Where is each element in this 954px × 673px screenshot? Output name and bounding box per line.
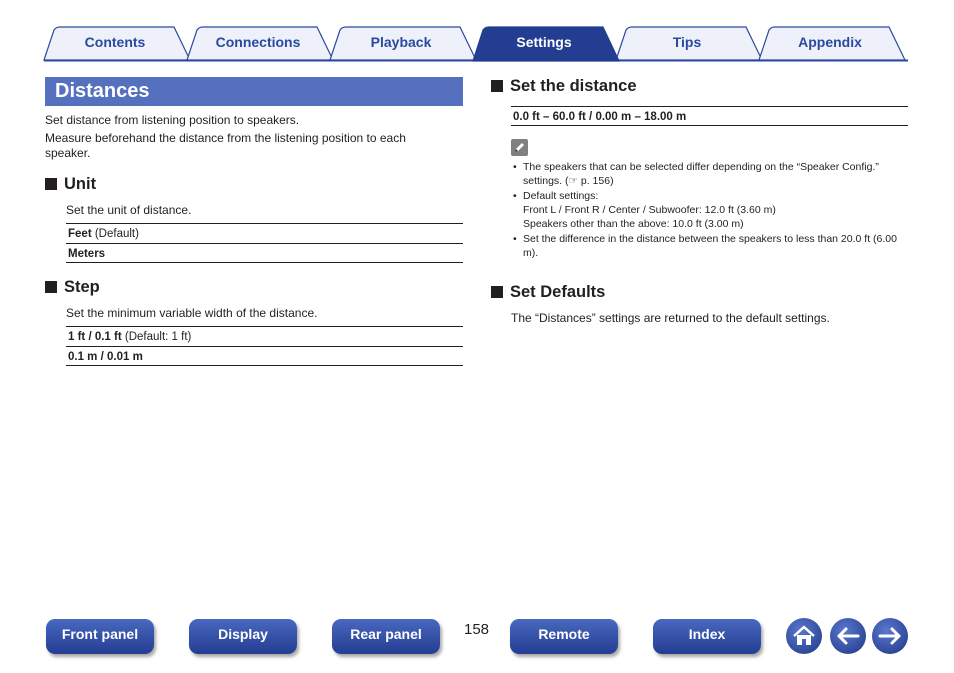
display-button[interactable]: Display [189, 619, 297, 654]
rear-panel-button[interactable]: Rear panel [332, 619, 440, 654]
note-speaker-config-text: The speakers that can be selected differ depending on the “Speaker Config.” settings. [523, 161, 879, 187]
tab-contents-label: Contents [84, 34, 146, 50]
step-option-feet-label: 1 ft / 0.1 ft [68, 331, 122, 343]
pointing-hand-icon: ☞ [568, 175, 578, 187]
notes-list [512, 160, 907, 261]
unit-heading-text: Unit [64, 175, 97, 193]
note-item [512, 232, 907, 260]
distance-range-value: 0.0 ft – 60.0 ft / 0.00 m – 18.00 m [513, 111, 687, 123]
set-distance-heading [491, 77, 637, 96]
tab-settings-label: Settings [516, 34, 572, 50]
unit-option-feet-note: (Default) [91, 228, 139, 240]
tab-playback-label: Playback [370, 34, 432, 50]
square-bullet-icon [45, 178, 57, 190]
index-button[interactable]: Index [653, 619, 761, 654]
reference-page: p. 156 [580, 175, 611, 187]
pencil-note-icon [511, 139, 528, 156]
unit-option-feet-label: Feet [68, 228, 92, 240]
remote-button[interactable]: Remote [510, 619, 618, 654]
page-number: 158 [464, 621, 490, 638]
chapter-tabs [0, 0, 954, 62]
note-default-others: Speakers other than the above: 10.0 ft (3.00 m) [523, 218, 744, 230]
note-default-settings-title: • Default settings: [523, 190, 599, 202]
unit-option-feet[interactable] [66, 223, 463, 243]
back-button[interactable] [830, 618, 866, 654]
intro-line-2: Measure beforehand the distance from the listening position to each speaker. [45, 131, 406, 160]
note-item [512, 160, 907, 188]
step-option-feet[interactable] [66, 326, 463, 346]
step-heading [45, 278, 100, 297]
unit-option-meters-label: Meters [68, 248, 106, 260]
forward-button[interactable] [872, 618, 908, 654]
unit-description: Set the unit of distance. [66, 203, 192, 217]
unit-option-meters[interactable] [66, 243, 463, 263]
arrow-left-icon [830, 618, 866, 654]
step-description: Set the minimum variable width of the distance. [66, 306, 318, 320]
tab-tips-label: Tips [672, 34, 702, 50]
page-title: Distances [45, 77, 463, 106]
set-defaults-heading [491, 283, 605, 302]
distance-range-row [511, 106, 908, 126]
square-bullet-icon [45, 281, 57, 293]
arrow-right-icon [872, 618, 908, 654]
step-option-feet-note: (Default: 1 ft) [121, 331, 192, 343]
square-bullet-icon [491, 80, 503, 92]
tab-connections-label: Connections [215, 34, 301, 50]
front-panel-button[interactable]: Front panel [46, 619, 154, 654]
set-defaults-description: The “Distances” settings are returned to the default settings. [511, 311, 830, 325]
square-bullet-icon [491, 286, 503, 298]
set-distance-heading-text: Set the distance [510, 77, 637, 95]
unit-options-table [66, 223, 463, 263]
note-default-front: Front L / Front R / Center / Subwoofer: 12.0 ft (3.60 m) [523, 204, 776, 216]
home-button[interactable] [786, 618, 822, 654]
step-option-meters[interactable] [66, 346, 463, 366]
intro-line-1: Set distance from listening position to speakers. [45, 113, 300, 127]
home-icon [786, 618, 822, 654]
step-options-table [66, 326, 463, 366]
distance-range-table [511, 106, 908, 126]
step-option-meters-label: 0.1 m / 0.01 m [68, 351, 143, 363]
step-heading-text: Step [64, 278, 100, 296]
note-item [512, 189, 907, 231]
reference-link[interactable]: (☞ p. 156) [565, 175, 614, 187]
set-defaults-heading-text: Set Defaults [510, 283, 606, 301]
note-difference-text: Set the difference in the distance between the speakers to less than 20.0 ft (6.00 m). [523, 233, 897, 259]
unit-heading [45, 175, 96, 194]
tab-appendix-label: Appendix [798, 34, 862, 50]
